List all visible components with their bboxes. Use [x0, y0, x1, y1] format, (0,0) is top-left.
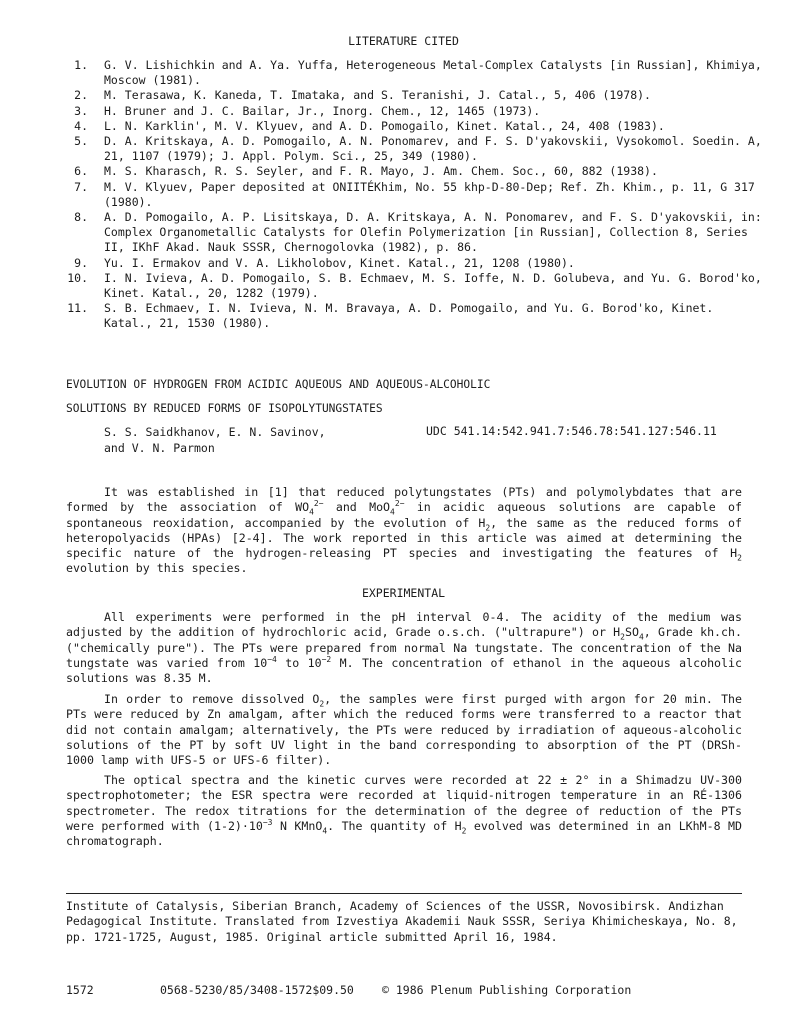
reference-number: 2.	[74, 88, 88, 103]
page-number: 1572	[66, 983, 94, 997]
reference-number: 6.	[74, 164, 88, 179]
reference-item	[62, 58, 762, 88]
reference-item	[62, 210, 762, 256]
reference-number: 5.	[74, 134, 88, 149]
reference-number: 8.	[74, 210, 88, 225]
footnote: Institute of Catalysis, Siberian Branch, Academy of Sciences of the USSR, Novosibirsk. Andizhan Pedagogical Institute. Translated from Izvestiya Akademii Nauk SSSR, Seriya Khimicheskaya, No. 8, pp. 1721-1725, August, 1985. Original article submitted April 16, 1984.	[66, 899, 738, 944]
reference-number: 7.	[74, 179, 88, 194]
experimental-paragraph-3: The optical spectra and the kinetic curves were recorded at 22 ± 2° in a Shimadzu UV-300 spectrophotometer; the ESR spectra were recorded at liquid-nitrogen temperature in an RÉ-1306 spectrometer. The redox titrations for the determination of the degree of reduction of the PTs were performed with $(1-2)\cdot 10^{-3}$ N KMnO$_4$. The quantity of $H_2$ evolved was determined in an LKhM-8 MD chromatograph.	[66, 773, 742, 849]
experimental-heading: EXPERIMENTAL	[361, 586, 446, 600]
experimental-paragraph-1: All experiments were performed in the pH interval 0-4. The acidity of the medium was adjusted by the addition of hydrochloric acid, Grade o.s.ch. ("ultrapure") or $H_2SO_4$, Grade kh.ch. ("chemically pure"). The PTs were prepared from normal Na tungstate. The concentration of the Na tungstate was varied from $10^{-4}$ to $10^{-2}$ M. The concentration of ethanol in the aqueous alcoholic solutions was 8.35 M.	[66, 610, 742, 686]
reference-text: G. V. Lishichkin and A. Ya. Yuffa, Heterogeneous Metal-Complex Catalysts [in Russian], Khimiya, Moscow (1981).	[104, 58, 762, 88]
reference-number: 4.	[74, 118, 88, 133]
reference-text: Yu. I. Ermakov and V. A. Likholobov, Kinet. Katal., 21, 1208 (1980).	[104, 255, 575, 270]
reference-text: I. N. Ivieva, A. D. Pomogailo, S. B. Echmaev, M. S. Ioffe, N. D. Golubeva, and Yu. G. Borod'ko, Kinet. Katal., 20, 1282 (1979).	[104, 270, 762, 301]
reference-number: 3.	[74, 103, 88, 118]
article-title	[66, 373, 766, 421]
reference-item	[62, 271, 762, 301]
reference-number: 11.	[67, 301, 88, 316]
reference-text: S. B. Echmaev, I. N. Ivieva, N. M. Bravaya, A. D. Pomogailo, and Yu. G. Borod'ko, Kinet. Katal., 21, 1530 (1980).	[104, 301, 714, 331]
intro-paragraph: It was established in [1] that reduced polytungstates (PTs) and polymolybdates that are formed by the association of $WO_4^{2-}$ and MoO$_4^{2-}$ in acidic aqueous solutions are capable of spontaneous reoxidation, accompanied by the evolution of $H_2$, the same as the reduced forms of heteropolyacids (HPAs) [2-4]. The work reported in this article was aimed at determining the specific nature of the hydrogen-releasing PT species and investigating the features of $H_2$ evolution by this species.	[66, 485, 742, 576]
reference-item	[62, 164, 762, 179]
authors-line-2: and V. N. Parmon	[104, 441, 215, 455]
reference-text: H. Bruner and J. C. Bailar, Jr., Inorg. Chem., 12, 1465 (1973).	[104, 103, 541, 118]
literature-cited-heading: LITERATURE CITED	[348, 34, 459, 48]
reference-number: 9.	[74, 255, 88, 270]
reference-text: M. S. Kharasch, R. S. Seyler, and F. R. Mayo, J. Am. Chem. Soc., 60, 882 (1938).	[104, 164, 658, 179]
reference-item	[62, 180, 762, 210]
reference-item	[62, 119, 762, 134]
reference-item	[62, 134, 762, 164]
reference-text: M. Terasawa, K. Kaneda, T. Imataka, and S. Teranishi, J. Catal., 5, 406 (1978).	[104, 88, 651, 103]
experimental-paragraph-2: In order to remove dissolved $O_2$, the samples were first purged with argon for 20 min. The PTs were reduced by Zn amalgam, after which the reduced forms were transferred to a reactor that did not contain amalgam; alternatively, the PTs were reduced by irradiation of aqueous-alcoholic solutions of the PT by soft UV light in the band corresponding to absorption of the PT (DRSh-1000 lamp with UFS-5 or UFS-6 filter).	[66, 692, 743, 768]
reference-text: A. D. Pomogailo, A. P. Lisitskaya, D. A. Kritskaya, A. N. Ponomarev, and F. S. D'yakovskii, in: Complex Organometallic Catalysts for Olefin Polymerization [in Russian], Collection 8, Series II, IKhF Akad. Nauk SSSR, Chernogolovka (1982), p. 86.	[104, 210, 762, 255]
reference-item	[62, 301, 762, 331]
article-code: 0568-5230/85/3408-1572$09.50	[160, 983, 354, 997]
article-title-line-1: EVOLUTION OF HYDROGEN FROM ACIDIC AQUEOUS AND AQUEOUS-ALCOHOLIC	[66, 378, 491, 391]
reference-number: 10.	[67, 270, 88, 285]
authors-line-1: S. S. Saidkhanov, E. N. Savinov,	[104, 425, 326, 439]
footnote-divider	[66, 893, 742, 894]
copyright-notice: © 1986 Plenum Publishing Corporation	[382, 983, 632, 997]
article-title-line-2: SOLUTIONS BY REDUCED FORMS OF ISOPOLYTUNGSTATES	[66, 402, 383, 415]
udc-code: UDC 541.14:542.941.7:546.78:541.127:546.11	[426, 424, 717, 438]
article-authors	[104, 424, 444, 456]
reference-item	[62, 104, 762, 119]
reference-item	[62, 256, 762, 271]
reference-list	[62, 58, 762, 332]
reference-text: D. A. Kritskaya, A. D. Pomogailo, A. N. Ponomarev, and F. S. D'yakovskii, Vysokomol. Soedin. A, 21, 1107 (1979); J. Appl. Polym. Sci., 25, 349 (1980).	[104, 134, 762, 164]
reference-number: 1.	[74, 58, 88, 72]
reference-text: L. N. Karklin', M. V. Klyuev, and A. D. Pomogailo, Kinet. Katal., 24, 408 (1983).	[104, 118, 665, 133]
reference-text: M. V. Klyuev, Paper deposited at ONIITÉKhim, No. 55 khp-D-80-Dep; Ref. Zh. Khim., p. 11, G 317 (1980).	[104, 179, 755, 209]
reference-item	[62, 88, 762, 103]
